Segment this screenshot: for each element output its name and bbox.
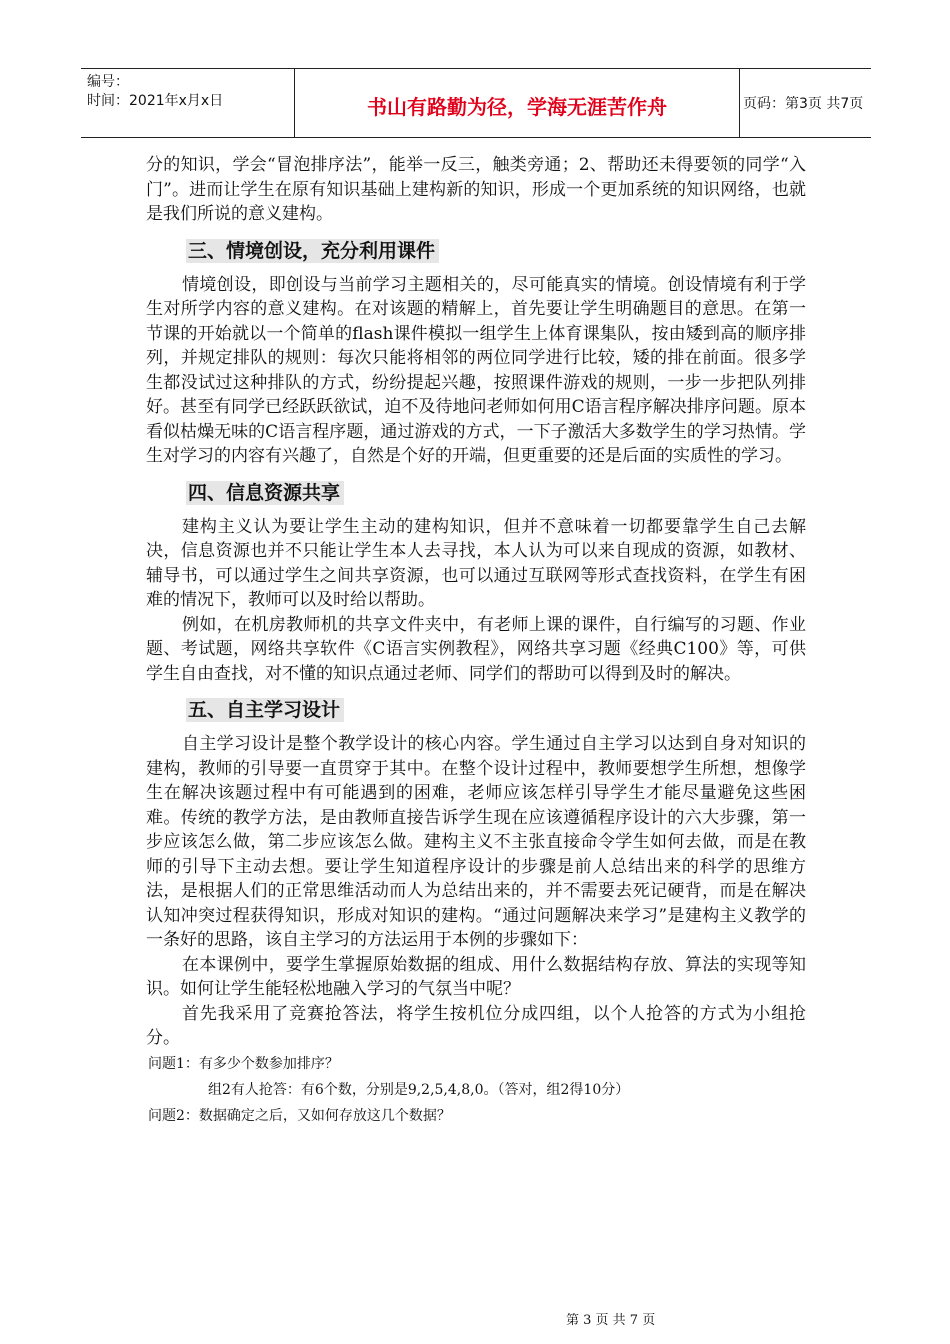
section-5-paragraph-1: 自主学习设计是整个教学设计的核心内容。学生通过自主学习以达到自身对知识的建构，教师的引导要一直贯穿于其中。在整个设计过程中，教师要想学生所想，想像学生在解决该题过程中有可能遇到的困难，老师应该怎样引导学生才能尽量避免这些困难。传统的教学方法，是由教师直接告诉学生现在应该遵循程序设计的六大步骤，第一步应该怎么做，第二步应该怎么做。建构主义不主张直接命令学生如何去做，而是在教师的引导下主动去想。要让学生知道程序设计的步骤是前人总结出来的科学的思维方法，是根据人们的正常思维活动而人为总结出来的，并不需要去死记硬背，而是在解决认知冲突过程获得知识，形成对知识的建构。“通过问题解决来学习”是建构主义教学的一条好的思路，该自主学习的方法运用于本例的步骤如下： (146, 734, 806, 950)
question-2: 问题2：数据确定之后，又如何存放这几个数据？ (148, 1107, 451, 1124)
document-number-label: 编号： (87, 74, 129, 90)
header-motto-cell (294, 69, 740, 137)
section-4-paragraph-2: 例如，在机房教师机的共享文件夹中，有老师上课的课件，自行编写的习题、作业题、考试题，网络共享软件《C语言实例教程》，网络共享习题《经典C100》等，可供学生自由查找，对不懂的知识点通过老师、同学们的帮助可以得到及时的解决。 (146, 614, 806, 684)
section-heading-4: 四、信息资源共享 (186, 479, 806, 507)
section-3-paragraph-1: 情境创设，即创设与当前学习主题相关的，尽可能真实的情境。创设情境有利于学生对所学内容的意义建构。在对该题的精解上，首先要让学生明确题目的意思。在第一节课的开始就以一个简单的flash课件模拟一组学生上体育课集队，按由矮到高的顺序排列，并规定排队的规则：每次只能将相邻的两位同学进行比较，矮的排在前面。很多学生都没试过这种排队的方式，纷纷提起兴趣，按照课件游戏的规则，一步一步把队列排好。甚至有同学已经跃跃欲试，迫不及待地问老师如何用C语言程序解决排序问题。原本看似枯燥无味的C语言程序题，通过游戏的方式，一下子激活大多数学生的学习热情。学生对学习的内容有兴趣了，自然是个好的开端，但更重要的还是后面的实质性的学习。 (146, 274, 806, 466)
header-page-info: 页码：第3页 共7页 (743, 96, 864, 112)
section-heading-3: 三、情境创设，充分利用课件 (186, 237, 806, 265)
header-motto: 书山有路勤为径，学海无涯苦作舟 (367, 95, 667, 119)
header-meta (81, 69, 281, 137)
question-1: 问题1：有多少个数参加排序？ (148, 1055, 339, 1072)
document-time-label: 时间：2021年x月x日 (87, 93, 224, 109)
section-heading-5: 五、自主学习设计 (186, 696, 806, 724)
page-header (81, 68, 871, 138)
page-footer: 第 3 页 共 7 页 (566, 1313, 656, 1328)
section-4-paragraph-1: 建构主义认为要让学生主动的建构知识，但并不意味着一切都要靠学生自己去解决，信息资源也并不只能让学生本人去寻找，本人认为可以来自现成的资源，如教材、辅导书，可以通过学生之间共享资源，也可以通过互联网等形式查找资料，在学生有困难的情况下，教师可以及时给以帮助。 (146, 516, 806, 610)
section-5-paragraph-2: 在本课例中，要学生掌握原始数据的组成、用什么数据结构存放、算法的实现等知识。如何让学生能轻松地融入学习的气氛当中呢？ (146, 954, 806, 999)
answer-1: 组2有人抢答：有6个数，分别是9,2,5,4,8,0。（答对，组2得10分） (208, 1081, 630, 1098)
section-5-paragraph-3: 首先我采用了竞赛抢答法，将学生按机位分成四组，以个人抢答的方式为小组抢分。 (146, 1003, 806, 1048)
document-body (146, 153, 806, 1129)
continuation-paragraph: 分的知识，学会“冒泡排序法”，能举一反三，触类旁通；2、帮助还未得要领的同学“入门”。进而让学生在原有知识基础上建构新的知识，形成一个更加系统的知识网络，也就是我们所说的意义建构。 (146, 155, 806, 224)
